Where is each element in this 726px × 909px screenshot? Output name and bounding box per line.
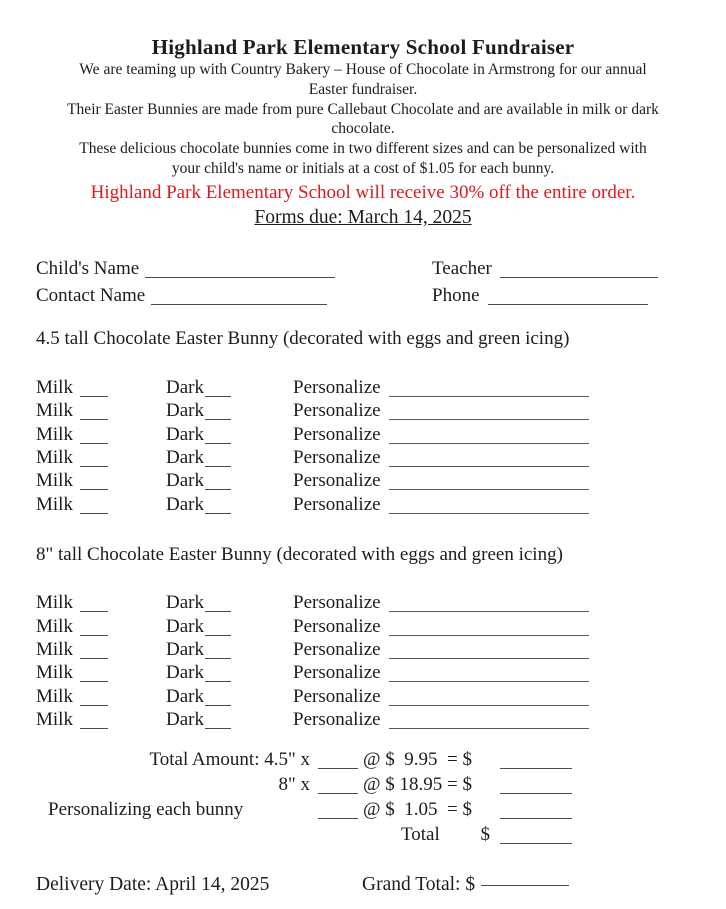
milk-qty-blank[interactable] bbox=[80, 692, 108, 706]
contact-name-blank[interactable] bbox=[151, 291, 327, 305]
intro-line: These delicious chocolate bunnies come in two different sizes and can be personalized with bbox=[79, 140, 647, 158]
contact-fields bbox=[36, 255, 690, 309]
forms-due-date: Forms due: March 14, 2025 bbox=[254, 206, 472, 228]
personalize-cell bbox=[293, 685, 690, 708]
total-amount-large-label: 8" x bbox=[278, 773, 310, 795]
personalize-cell bbox=[293, 493, 690, 516]
milk-label: Milk bbox=[36, 423, 73, 445]
milk-cell bbox=[36, 469, 166, 492]
personalize-blank[interactable] bbox=[389, 692, 589, 706]
order-row bbox=[36, 469, 690, 492]
intro-line: your child's name or initials at a cost of $1.05 for each bunny. bbox=[171, 159, 555, 177]
milk-cell bbox=[36, 376, 166, 399]
dark-qty-blank[interactable] bbox=[205, 383, 231, 397]
intro-line: We are teaming up with Country Bakery – House of Chocolate in Armstrong for our annual bbox=[79, 61, 647, 78]
dark-cell bbox=[166, 685, 293, 708]
personalize-blank[interactable] bbox=[389, 453, 589, 467]
dark-qty-blank[interactable] bbox=[205, 692, 231, 706]
milk-qty-blank[interactable] bbox=[80, 668, 108, 682]
personalize-cell bbox=[293, 591, 690, 614]
dark-label: Dark bbox=[166, 662, 204, 684]
dark-cell bbox=[166, 591, 293, 614]
grand-total-blank[interactable] bbox=[481, 872, 569, 886]
milk-qty-blank[interactable] bbox=[80, 453, 108, 467]
dark-cell bbox=[166, 446, 293, 469]
milk-qty-blank[interactable] bbox=[80, 406, 108, 420]
order-row bbox=[36, 638, 690, 661]
personalize-label: Personalize bbox=[293, 709, 381, 731]
personalize-label: Personalize bbox=[293, 470, 381, 492]
milk-cell bbox=[36, 638, 166, 661]
dark-label: Dark bbox=[166, 592, 204, 614]
dark-label: Dark bbox=[166, 423, 204, 445]
milk-label: Milk bbox=[36, 376, 73, 398]
dark-cell bbox=[166, 376, 293, 399]
personalize-blank[interactable] bbox=[389, 476, 589, 490]
milk-label: Milk bbox=[36, 470, 73, 492]
dark-qty-blank[interactable] bbox=[205, 668, 231, 682]
fields-row-1 bbox=[36, 255, 690, 282]
dark-qty-blank[interactable] bbox=[205, 598, 231, 612]
grand-total-label: Grand Total: $ bbox=[362, 873, 476, 895]
delivery-date: Delivery Date: April 14, 2025 bbox=[36, 873, 270, 895]
dark-qty-blank[interactable] bbox=[205, 715, 231, 729]
personalize-label: Personalize bbox=[293, 639, 381, 661]
personalizing-label: Personalizing each bunny bbox=[48, 798, 244, 820]
dark-label: Dark bbox=[166, 447, 204, 468]
personalize-cell bbox=[293, 423, 690, 446]
totals-row-large-bunny bbox=[36, 772, 690, 797]
dark-label: Dark bbox=[166, 493, 204, 515]
dark-cell bbox=[166, 708, 293, 731]
small-bunny-qty-blank[interactable] bbox=[318, 755, 358, 769]
personalize-cell bbox=[293, 399, 690, 422]
milk-qty-blank[interactable] bbox=[80, 500, 108, 514]
personalizing-rate: @ $ 1.05 = $ bbox=[363, 798, 472, 820]
personalize-blank[interactable] bbox=[389, 598, 589, 612]
milk-cell bbox=[36, 591, 166, 614]
dark-cell bbox=[166, 615, 293, 638]
dark-qty-blank[interactable] bbox=[205, 430, 231, 444]
discount-notice: Highland Park Elementary School will receive 30% off the entire order. bbox=[90, 181, 636, 203]
dark-cell bbox=[166, 638, 293, 661]
milk-cell bbox=[36, 661, 166, 684]
milk-qty-blank[interactable] bbox=[80, 622, 108, 636]
personalize-cell bbox=[293, 376, 690, 399]
phone-blank[interactable] bbox=[488, 291, 648, 305]
order-row bbox=[36, 591, 690, 614]
personalize-blank[interactable] bbox=[389, 406, 589, 420]
milk-cell bbox=[36, 446, 166, 469]
milk-label: Milk bbox=[36, 662, 73, 684]
intro-line: chocolate. bbox=[331, 120, 395, 138]
order-row bbox=[36, 661, 690, 684]
personalize-cell bbox=[293, 446, 690, 469]
personalize-blank[interactable] bbox=[389, 383, 589, 397]
personalize-cell bbox=[293, 661, 690, 684]
milk-label: Milk bbox=[36, 709, 73, 731]
personalize-qty-blank[interactable] bbox=[318, 805, 358, 819]
dark-label: Dark bbox=[166, 470, 204, 492]
personalize-label: Personalize bbox=[293, 592, 381, 614]
totals-row-total bbox=[36, 822, 690, 847]
milk-label: Milk bbox=[36, 592, 73, 614]
large-bunny-amount-blank[interactable] bbox=[500, 780, 572, 794]
dark-cell bbox=[166, 423, 293, 446]
personalize-blank[interactable] bbox=[389, 500, 589, 514]
dark-label: Dark bbox=[166, 400, 204, 422]
milk-qty-blank[interactable] bbox=[80, 645, 108, 659]
personalize-blank[interactable] bbox=[389, 645, 589, 659]
personalize-label: Personalize bbox=[293, 400, 381, 422]
dark-label: Dark bbox=[166, 376, 204, 398]
totals-row-small-bunny bbox=[36, 747, 690, 772]
milk-qty-blank[interactable] bbox=[80, 383, 108, 397]
dark-label: Dark bbox=[166, 685, 204, 707]
milk-cell bbox=[36, 685, 166, 708]
teacher-label: Teacher bbox=[432, 257, 492, 279]
order-row bbox=[36, 493, 690, 516]
dark-cell bbox=[166, 469, 293, 492]
fields-row-2 bbox=[36, 282, 690, 309]
order-row bbox=[36, 399, 690, 422]
totals-block bbox=[36, 747, 690, 847]
childs-name-blank[interactable] bbox=[145, 264, 335, 278]
milk-cell bbox=[36, 399, 166, 422]
total-currency-sign: $ bbox=[480, 823, 490, 845]
total-amount-small-label: Total Amount: 4.5" x bbox=[149, 748, 310, 770]
order-row bbox=[36, 708, 690, 731]
milk-qty-blank[interactable] bbox=[80, 715, 108, 729]
dark-qty-blank[interactable] bbox=[205, 476, 231, 490]
totals-row-personalizing bbox=[36, 797, 690, 822]
intro-line: Easter fundraiser. bbox=[308, 80, 418, 98]
personalize-label: Personalize bbox=[293, 662, 381, 684]
intro-line: Their Easter Bunnies are made from pure Callebaut Chocolate and are available in milk or dark bbox=[67, 100, 659, 118]
page-title: Highland Park Elementary School Fundraiser bbox=[151, 35, 575, 59]
personalize-cell bbox=[293, 615, 690, 638]
dark-cell bbox=[166, 661, 293, 684]
personalize-cell bbox=[293, 469, 690, 492]
milk-label: Milk bbox=[36, 400, 73, 422]
dark-qty-blank[interactable] bbox=[205, 453, 231, 467]
milk-cell bbox=[36, 708, 166, 731]
milk-qty-blank[interactable] bbox=[80, 430, 108, 444]
personalize-label: Personalize bbox=[293, 423, 381, 445]
section-heading-4-5-inch: 4.5 tall Chocolate Easter Bunny (decorated with eggs and green icing) bbox=[36, 327, 570, 349]
milk-label: Milk bbox=[36, 615, 73, 637]
form-header bbox=[0, 34, 726, 230]
order-row bbox=[36, 376, 690, 399]
small-bunny-amount-blank[interactable] bbox=[500, 755, 572, 769]
total-amount-blank[interactable] bbox=[500, 830, 572, 844]
personalize-label: Personalize bbox=[293, 493, 381, 515]
milk-label: Milk bbox=[36, 447, 73, 468]
order-rows-4-5-inch bbox=[36, 376, 690, 516]
milk-cell bbox=[36, 423, 166, 446]
total-label: Total bbox=[401, 823, 440, 845]
dark-qty-blank[interactable] bbox=[205, 406, 231, 420]
dark-label: Dark bbox=[166, 639, 204, 661]
footer-row bbox=[36, 872, 690, 898]
large-bunny-qty-blank[interactable] bbox=[318, 780, 358, 794]
dark-label: Dark bbox=[166, 709, 204, 731]
phone-label: Phone bbox=[432, 284, 480, 306]
teacher-blank[interactable] bbox=[500, 264, 658, 278]
personalize-blank[interactable] bbox=[389, 430, 589, 444]
milk-label: Milk bbox=[36, 493, 73, 515]
personalize-cell bbox=[293, 708, 690, 731]
dark-qty-blank[interactable] bbox=[205, 645, 231, 659]
personalize-blank[interactable] bbox=[389, 715, 589, 729]
personalizing-amount-blank[interactable] bbox=[500, 805, 572, 819]
order-rows-8-inch bbox=[36, 591, 690, 731]
small-bunny-rate: @ $ 9.95 = $ bbox=[363, 748, 472, 770]
section-heading-8-inch: 8" tall Chocolate Easter Bunny (decorated with eggs and green icing) bbox=[36, 544, 563, 566]
personalize-label: Personalize bbox=[293, 685, 381, 707]
milk-label: Milk bbox=[36, 639, 73, 661]
personalize-cell bbox=[293, 638, 690, 661]
personalize-label: Personalize bbox=[293, 615, 381, 637]
milk-label: Milk bbox=[36, 685, 73, 707]
order-row bbox=[36, 685, 690, 708]
large-bunny-rate: @ $ 18.95 = $ bbox=[363, 773, 472, 795]
dark-label: Dark bbox=[166, 615, 204, 637]
contact-name-label: Contact Name bbox=[36, 284, 146, 306]
personalize-blank[interactable] bbox=[389, 668, 589, 682]
order-row bbox=[36, 423, 690, 446]
childs-name-label: Child's Name bbox=[36, 257, 140, 279]
order-row bbox=[36, 615, 690, 638]
milk-qty-blank[interactable] bbox=[80, 476, 108, 490]
dark-cell bbox=[166, 399, 293, 422]
personalize-blank[interactable] bbox=[389, 622, 589, 636]
dark-qty-blank[interactable] bbox=[205, 500, 231, 514]
milk-qty-blank[interactable] bbox=[80, 598, 108, 612]
personalize-label: Personalize bbox=[293, 447, 381, 468]
milk-cell bbox=[36, 493, 166, 516]
order-row bbox=[36, 446, 690, 469]
dark-cell bbox=[166, 493, 293, 516]
dark-qty-blank[interactable] bbox=[205, 622, 231, 636]
personalize-label: Personalize bbox=[293, 376, 381, 398]
milk-cell bbox=[36, 615, 166, 638]
